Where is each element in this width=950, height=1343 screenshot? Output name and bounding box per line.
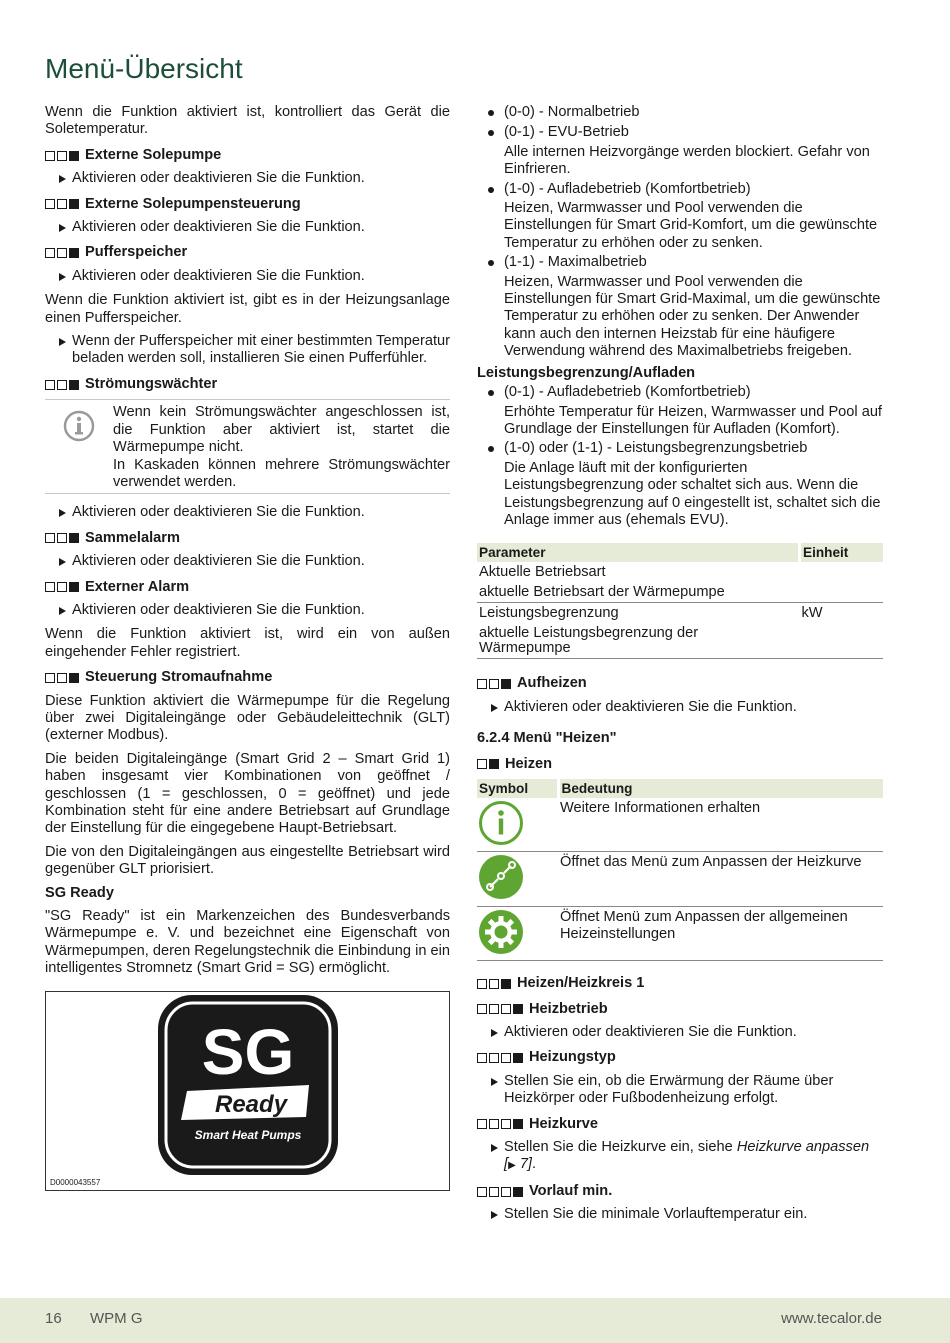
action-step: Stellen Sie die minimale Vorlauftemperatur ein. (477, 1206, 883, 1223)
heading-heizkurve: Heizkurve (477, 1116, 883, 1133)
action-step: Aktivieren oder deaktivieren Sie die Funktion. (477, 699, 883, 716)
arrow-right-icon: ▶ (508, 1160, 516, 1172)
mode-item: (0-1) - Aufladebetrieb (Komfortbetrieb) (477, 384, 883, 401)
action-step: Stellen Sie ein, ob die Erwärmung der Räume über Heizkörper oder Fußbodenheizung erfolgt. (477, 1073, 883, 1108)
mode-item: (1-0) oder (1-1) - Leistungsbegrenzungsbetrieb (477, 440, 883, 457)
left-column (45, 104, 450, 1191)
sg-ready-heading: SG Ready (45, 884, 114, 901)
heading-heizkreis: Heizen/Heizkreis 1 (477, 975, 883, 992)
svg-text:Smart Heat Pumps: Smart Heat Pumps (194, 1127, 302, 1142)
table-row: Leistungsbegrenzung kW (479, 605, 823, 622)
mode-desc: Heizen, Warmwasser und Pool verwenden die Einstellungen für Smart Grid-Komfort, um die gewünschte Temperatur zu erhöhen oder zu senken. (504, 200, 878, 251)
action-step: Aktivieren oder deaktivieren Sie die Funktion. (45, 170, 450, 187)
action-step: Aktivieren oder deaktivieren Sie die Funktion. (45, 553, 450, 570)
page-title: Menü-Übersicht (45, 52, 243, 84)
mode-item: (1-1) - Maximalbetrieb (477, 254, 883, 271)
cross-reference-link[interactable]: Heizkurve anpassen [▶ 7] (504, 1139, 870, 1173)
heading-aufheizen: Aufheizen (477, 675, 883, 692)
info-note (45, 399, 450, 494)
heading-steuerung-stromaufnahme: Steuerung Stromaufnahme (45, 669, 450, 686)
action-step: Wenn der Pufferspeicher mit einer bestimmten Temperatur beladen werden soll, installieren Sie einen Pufferfühler. (45, 333, 450, 368)
table-row: Öffnet Menü zum Anpassen der allgemeinen Heizeinstellungen (477, 906, 883, 960)
menu-level-icon (477, 679, 511, 689)
sg-ready-logo (157, 994, 339, 1176)
menu-level-icon (45, 199, 79, 209)
page-number: 16 (45, 1310, 62, 1327)
action-step: Aktivieren oder deaktivieren Sie die Funktion. (45, 219, 450, 236)
mode-item: (0-1) - EVU-Betrieb (477, 124, 883, 141)
heading-heizen: Heizen (477, 756, 883, 773)
heading-heizbetrieb: Heizbetrieb (477, 1001, 883, 1018)
externer-alarm-text: Wenn die Funktion aktiviert ist, wird ein von außen eingehender Fehler registriert. (45, 626, 450, 660)
mode-desc: Heizen, Warmwasser und Pool verwenden die Einstellungen für Smart Grid-Maximal, um die gewünschte Temperatur zu erhöhen oder zu senken. Der Anwender kann auch den internen Heizstab für eine häufigere Verwendung während des Maximalbetriebs freigeben. (504, 273, 881, 360)
note-text: Wenn kein Strömungswächter angeschlossen ist, die Funktion aber aktiviert ist, startet die Wärmepumpe nicht. (113, 404, 450, 456)
page-footer (0, 1298, 950, 1343)
gear-icon (478, 909, 524, 955)
svg-text:SG: SG (201, 1015, 295, 1088)
table-row: aktuelle Betriebsart der Wärmepumpe (477, 582, 883, 603)
column-header: Bedeutung (558, 779, 883, 798)
menu-level-icon (477, 1119, 523, 1129)
heading-sammelalarm: Sammelalarm (45, 530, 450, 547)
heading-externer-alarm: Externer Alarm (45, 579, 450, 596)
heading-externe-solepumpensteuerung: Externe Solepumpensteuerung (45, 196, 450, 213)
mode-desc: Alle internen Heizvorgänge werden blockiert. Gefahr von Einfrieren. (504, 143, 870, 178)
pufferspeicher-text: Wenn die Funktion aktiviert ist, gibt es in der Heizungsanlage einen Pufferspeicher. (45, 292, 450, 326)
heating-curve-icon (478, 854, 524, 900)
heading-externe-solepumpe: Externe Solepumpe (45, 147, 450, 164)
mode-item: (1-0) - Aufladebetrieb (Komfortbetrieb) (477, 181, 883, 198)
note-text: In Kaskaden können mehrere Strömungswächter verwendet werden. (113, 456, 450, 490)
sg-ready-text: "SG Ready" ist ein Markenzeichen des Bundesverbands Wärmepumpe e. V. und bezeichnet eine Eigenschaft von Wärmepumpen, deren Regelungstechnik die Einbindung in ein intelligentes Stromnetz (Smart Grid = SG) ermöglicht. (45, 908, 450, 977)
heading-stroemungswaechter: Strömungswächter (45, 376, 450, 393)
menu-level-icon (477, 759, 499, 769)
table-row: Aktuelle Betriebsart (479, 564, 606, 581)
menu-level-icon (477, 979, 511, 989)
info-icon (478, 800, 524, 846)
heading-pufferspeicher: Pufferspeicher (45, 244, 450, 261)
menu-level-icon (45, 151, 79, 161)
heading-heizungstyp: Heizungstyp (477, 1049, 883, 1066)
menu-level-icon (45, 380, 79, 390)
section-heading: 6.2.4 Menü "Heizen" (477, 730, 617, 747)
info-icon (45, 404, 113, 491)
menu-level-icon (477, 1004, 523, 1014)
menu-level-icon (477, 1187, 523, 1197)
intro-text: Wenn die Funktion aktiviert ist, kontrolliert das Gerät die Soletemperatur. (45, 104, 450, 138)
mode-desc: Die Anlage läuft mit der konfigurierten Leistungsbegrenzung oder schaltet sich aus. Wenn die Leistungsbegrenzung auf 0 eingestellt ist, schaltet sich die Anlage immer aus (ehemals EVU). (504, 459, 881, 528)
right-column (477, 104, 883, 1231)
action-step: Aktivieren oder deaktivieren Sie die Funktion. (477, 1024, 883, 1041)
svg-text:Ready: Ready (215, 1090, 288, 1118)
menu-level-icon (45, 582, 79, 592)
parameter-table (477, 543, 883, 659)
action-step: Stellen Sie die Heizkurve ein, siehe Heizkurve anpassen [▶ 7]. (477, 1139, 883, 1175)
column-header: Parameter (477, 543, 800, 562)
image-code: D0000043557 (50, 1177, 101, 1187)
menu-level-icon (45, 533, 79, 543)
paragraph: Diese Funktion aktiviert die Wärmepumpe für die Regelung über zwei Digitaleingänge oder Gebäudeleittechnik (GLT) (externer Modbus). (45, 692, 450, 744)
menu-level-icon (45, 248, 79, 258)
action-step: Aktivieren oder deaktivieren Sie die Funktion. (45, 268, 450, 285)
paragraph: Die beiden Digitaleingänge (Smart Grid 2 – Smart Grid 1) haben insgesamt vier Kombinationen von geöffnet / geschlossen (1 = geschlossen, 0 = geöffnet) und jede Kombination steht für eine andere Betriebsart auf Grundlage der Einstellung für die eingegebene Haupt-Betriebsart. (45, 750, 450, 837)
action-step: Aktivieren oder deaktivieren Sie die Funktion. (45, 602, 450, 619)
action-step: Aktivieren oder deaktivieren Sie die Funktion. (45, 504, 450, 521)
column-header: Einheit (800, 543, 884, 562)
sg-ready-figure (45, 991, 450, 1191)
paragraph: Die von den Digitaleingängen aus eingestellte Betriebsart wird gegenüber GLT priorisiert. (45, 843, 450, 878)
website-link[interactable]: www.tecalor.de (781, 1310, 882, 1327)
menu-level-icon (45, 673, 79, 683)
menu-level-icon (477, 1053, 523, 1063)
table-row: Öffnet das Menü zum Anpassen der Heizkurve (477, 852, 883, 906)
table-row: aktuelle Leistungsbegrenzung der Wärmepumpe (477, 623, 883, 659)
mode-desc: Erhöhte Temperatur für Heizen, Warmwasser und Pool auf Grundlage der Einstellungen für Aufladen (Komfort). (504, 403, 882, 437)
symbol-table (477, 779, 883, 961)
mode-item: (0-0) - Normalbetrieb (477, 104, 883, 121)
leistung-heading: Leistungsbegrenzung/Aufladen (477, 364, 696, 381)
column-header: Symbol (477, 779, 558, 798)
table-row: Weitere Informationen erhalten (477, 798, 883, 852)
heading-vorlauf-min: Vorlauf min. (477, 1183, 883, 1200)
document-name: WPM G (90, 1310, 143, 1327)
